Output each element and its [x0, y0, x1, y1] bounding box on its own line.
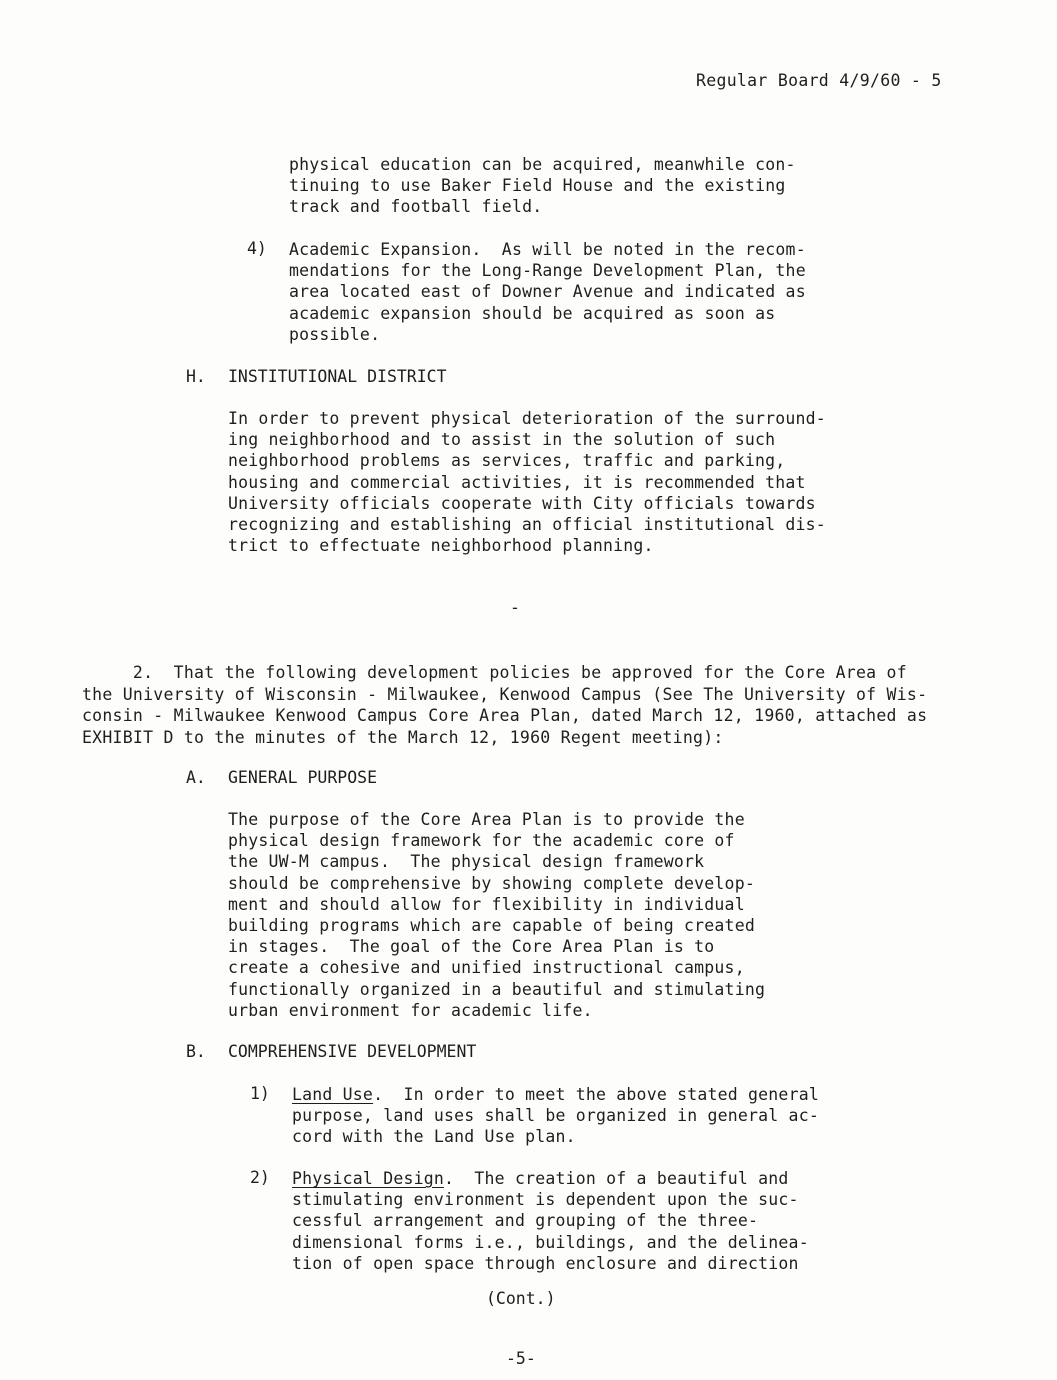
text-line: EXHIBIT D to the minutes of the March 12, 1960 Regent meeting): [82, 727, 724, 747]
section-a-heading: GENERAL PURPOSE [228, 768, 378, 787]
text-line: physical design framework for the academic core of [228, 831, 735, 851]
section-b-item-1-paragraph [292, 1084, 819, 1148]
text-line: mendations for the Long-Range Development Plan, the [289, 261, 806, 281]
text-line: track and football field. [289, 197, 543, 217]
land-use-title: Land Use [292, 1085, 374, 1104]
text-line: housing and commercial activities, it is recommended that [228, 472, 806, 492]
text-line: consin - Milwaukee Kenwood Campus Core Area Plan, dated March 12, 1960, attached as [82, 706, 928, 725]
section-separator: - [510, 598, 520, 617]
text-line: dimensional forms i.e., buildings, and the delinea- [292, 1232, 809, 1252]
text-line: ing neighborhood and to assist in the solution of such [228, 430, 776, 450]
text-line: in stages. The goal of the Core Area Plan is to [228, 937, 715, 957]
text-line: the UW-M campus. The physical design framework [228, 852, 705, 872]
text-line: urban environment for academic life. [228, 1000, 593, 1020]
text-line: building programs which are capable of being created [228, 916, 755, 936]
text-line: the University of Wisconsin - Milwaukee, Kenwood Campus (See The University of Wis- [82, 684, 928, 704]
text-line: cord with the Land Use plan. [292, 1127, 576, 1147]
item-2-paragraph [82, 662, 927, 748]
text-line: tion of open space through enclosure and direction [292, 1253, 799, 1273]
text-line: create a cohesive and unified instructional campus, [228, 958, 745, 978]
text-line: academic expansion should be acquired as soon as [289, 303, 776, 323]
text-line: tinuing to use Baker Field House and the existing [289, 176, 786, 196]
text-line: recognizing and establishing an official institutional dis- [228, 515, 826, 535]
physical-design-first-line: . The creation of a beautiful and [444, 1169, 789, 1188]
section-a-paragraph [228, 809, 765, 1021]
text-line: should be comprehensive by showing complete develop- [228, 873, 755, 893]
land-use-first-line: . In order to meet the above stated general [373, 1085, 819, 1104]
text-line [292, 1168, 809, 1189]
section-h-heading: INSTITUTIONAL DISTRICT [228, 367, 447, 386]
text-line: neighborhood problems as services, traffic and parking, [228, 451, 786, 471]
text-line: In order to prevent physical deterioration of the surround- [228, 409, 826, 428]
text-line: Academic Expansion. As will be noted in the recom- [289, 240, 806, 259]
section-b-heading: COMPREHENSIVE DEVELOPMENT [228, 1042, 477, 1061]
item-4-paragraph [289, 239, 806, 345]
continued-marker: (Cont.) [486, 1289, 556, 1308]
section-b-item-2-number: 2) [250, 1168, 270, 1187]
text-line: 2. That the following development policies be approved for the Core Area of [82, 663, 907, 682]
section-h-paragraph [228, 408, 826, 556]
page-number: -5- [506, 1349, 536, 1368]
text-line: ment and should allow for flexibility in individual [228, 894, 745, 914]
section-b-letter: B. [186, 1042, 206, 1061]
text-line: physical education can be acquired, meanwhile con- [289, 155, 796, 174]
page-header: Regular Board 4/9/60 - 5 [696, 71, 942, 90]
text-line [292, 1084, 819, 1105]
physical-design-title: Physical Design [292, 1169, 445, 1188]
text-line: purpose, land uses shall be organized in general ac- [292, 1106, 819, 1126]
section-b-item-2-paragraph [292, 1168, 809, 1274]
continuation-paragraph [289, 154, 796, 218]
text-line: trict to effectuate neighborhood planning. [228, 536, 654, 556]
text-line: possible. [289, 324, 381, 344]
section-a-letter: A. [186, 768, 206, 787]
text-line: University officials cooperate with City officials towards [228, 493, 816, 513]
text-line: functionally organized in a beautiful and stimulating [228, 979, 766, 999]
section-h-letter: H. [186, 367, 206, 386]
text-line: stimulating environment is dependent upon the suc- [292, 1190, 799, 1210]
section-b-item-1-number: 1) [250, 1084, 270, 1103]
text-line: The purpose of the Core Area Plan is to provide the [228, 810, 745, 829]
text-line: area located east of Downer Avenue and indicated as [289, 282, 806, 302]
text-line: cessful arrangement and grouping of the three- [292, 1211, 759, 1231]
item-4-number: 4) [247, 239, 267, 258]
